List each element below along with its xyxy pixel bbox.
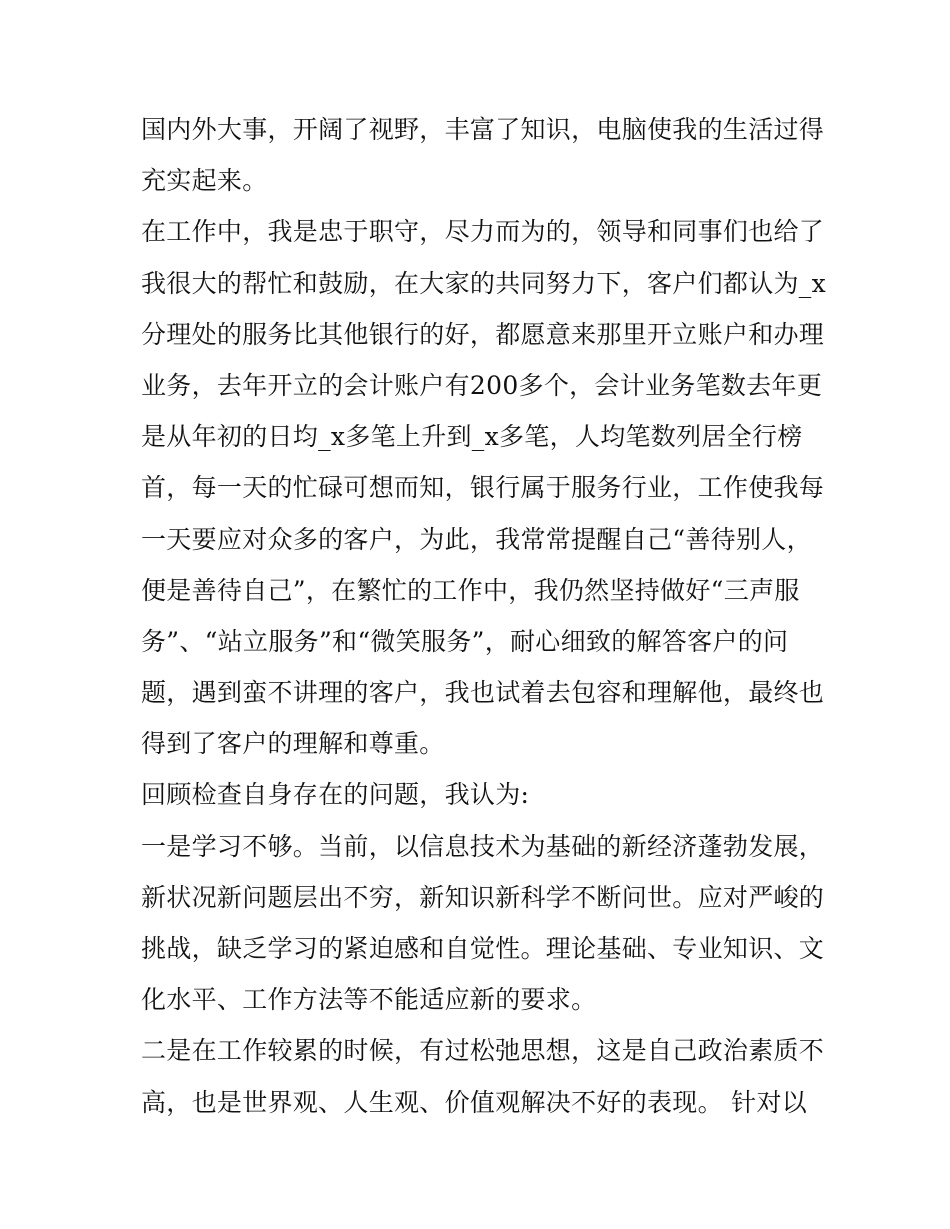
text-line: 新状况新问题层出不穷，新知识新科学不断问世。应对严峻的 — [141, 882, 825, 912]
text-line: 一是学习不够。当前，以信息技术为基础的新经济蓬勃发展， — [141, 831, 825, 861]
text-line: 一天要应对众多的客户，为此，我常常提醒自己“善待别人， — [141, 524, 812, 554]
text-line: 国内外大事，开阔了视野，丰富了知识，电脑使我的生活过得 — [141, 115, 825, 144]
text-line: 二是在工作较累的时候，有过松弛思想，这是自己政治素质不 — [141, 1036, 825, 1066]
text-line: 便是善待自己”，在繁忙的工作中，我仍然坚持做好“三声服 — [141, 575, 800, 605]
text-line: 我很大的帮忙和鼓励，在大家的共同努力下，客户们都认为_x — [141, 268, 827, 298]
text-line: 化水平、工作方法等不能适应新的要求。 — [141, 985, 597, 1015]
text-line: 务”、“站立服务”和“微笑服务”，耐心细致的解答客户的问 — [141, 626, 789, 656]
text-line: 充实起来。 — [141, 166, 268, 196]
text-line: 题，遇到蛮不讲理的客户，我也试着去包容和理解他，最终也 — [141, 678, 825, 708]
text-line: 挑战，缺乏学习的紧迫感和自觉性。理论基础、专业知识、文 — [141, 934, 825, 963]
text-line: 是从年初的日均_x多笔上升到_x多笔，人均笔数列居全行榜 — [141, 422, 803, 452]
document-body-text — [141, 104, 827, 1128]
text-line: 高，也是世界观、人生观、价值观解决不好的表现。 针对以 — [141, 1087, 808, 1117]
text-line: 首，每一天的忙碌可想而知，银行属于服务行业，工作使我每 — [141, 473, 825, 503]
text-line: 得到了客户的理解和尊重。 — [141, 729, 445, 759]
text-line: 分理处的服务比其他银行的好，都愿意来那里开立账户和办理 — [141, 319, 825, 349]
text-line: 在工作中，我是忠于职守，尽力而为的，领导和同事们也给了 — [141, 217, 825, 247]
text-line: 回顾检查自身存在的问题，我认为: — [141, 780, 530, 810]
text-line: 业务，去年开立的会计账户有200多个，会计业务笔数去年更 — [141, 370, 823, 400]
